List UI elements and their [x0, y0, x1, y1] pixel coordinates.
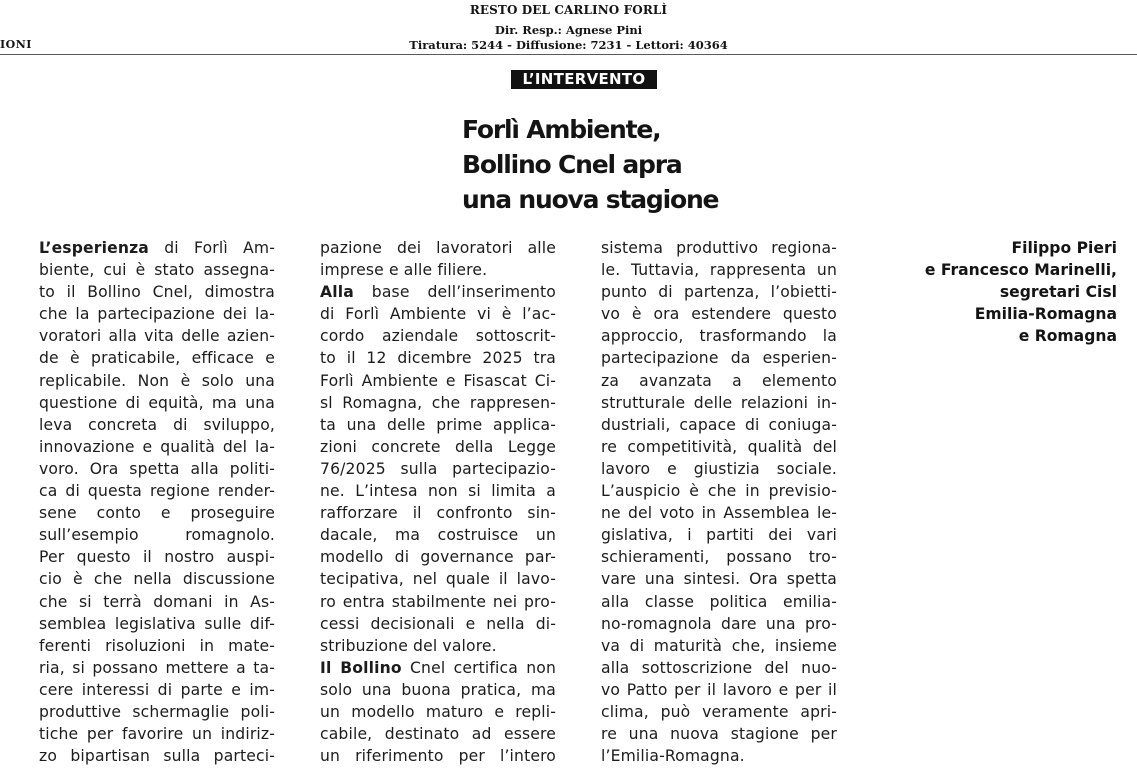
column-line: de è praticabile, efficace e	[39, 349, 275, 368]
column-line: ne del voto in Assemblea le-	[601, 504, 837, 523]
column-2-lines-b	[320, 303, 556, 657]
column-line: clima, può veramente apri-	[601, 702, 837, 721]
paragraph-text: base dell’inserimento	[353, 283, 556, 302]
paragraph-lead: Il Bollino	[320, 658, 402, 677]
column-line: ne. L’intesa non si limita a	[320, 482, 556, 501]
column-line: lavoro e giustizia sociale.	[601, 459, 837, 478]
column-line: to il 12 dicembre 2025 tra	[320, 349, 556, 368]
article-kicker: L’INTERVENTO	[511, 70, 657, 89]
column-line: alla classe politica emilia-	[601, 592, 837, 611]
column-line: sl Romagna, che rappresen-	[320, 393, 556, 412]
column-line: un riferimento per l’intero	[320, 747, 556, 766]
column-line: modello di governance par-	[320, 548, 556, 567]
column-line: alla sottoscrizione del nuo-	[601, 658, 837, 677]
column-line: punto di partenza, l’obietti-	[601, 283, 837, 302]
article-column-3	[601, 237, 837, 767]
author-line: segretari Cisl	[999, 283, 1117, 302]
column-line: Forlì Ambiente e Fisascat Ci-	[320, 371, 556, 390]
column-line: Per questo il nostro auspi-	[39, 548, 275, 567]
column-line: pazione dei lavoratori alle	[320, 239, 556, 257]
column-line: re competitività, qualità del	[601, 437, 837, 456]
paragraph-text: di Forlì Am-	[148, 239, 275, 257]
column-line: leva concreta di sviluppo,	[39, 415, 275, 434]
author-line: Filippo Pieri	[1011, 239, 1117, 257]
column-line: voro. Ora spetta alla politi-	[39, 459, 275, 478]
column-line	[320, 281, 556, 303]
headline-line: Forlì Ambiente,	[462, 115, 661, 144]
column-line: sene conto e proseguire	[39, 504, 275, 523]
article-column-1	[39, 237, 275, 767]
column-line: 76/2025 sulla partecipazio-	[320, 459, 556, 478]
column-line: ro entra stabilmente nei pro-	[320, 592, 556, 611]
column-line: cio è che nella discussione	[39, 570, 275, 589]
article-author	[857, 237, 1117, 347]
column-line: approccio, trasformando la	[601, 327, 837, 346]
column-line: le. Tuttavia, rappresenta un	[601, 261, 837, 280]
column-line: solo una buona pratica, ma	[320, 680, 556, 699]
column-line: dacale, ma costruisce un	[320, 526, 556, 545]
column-line: sull’esempio romagnolo.	[39, 526, 275, 545]
column-line: partecipazione da esperien-	[601, 349, 837, 368]
column-line: cabile, destinato ad essere	[320, 725, 556, 744]
publication-director: Dir. Resp.: Agnese Pini	[494, 23, 643, 37]
article-headline	[462, 112, 792, 217]
column-line: no-romagnola dare una pro-	[601, 614, 837, 633]
section-label-fragment: IONI	[0, 38, 32, 51]
column-line: che la partecipazione dei la-	[39, 305, 275, 324]
column-line: dustriali, capace di coniuga-	[601, 415, 837, 434]
column-3-lines	[601, 237, 837, 745]
column-line: sistema produttivo regiona-	[601, 239, 837, 257]
paragraph-text: Cnel certifica non	[401, 658, 556, 677]
column-line: zo bipartisan sulla parteci-	[39, 747, 275, 766]
masthead-divider	[0, 54, 1137, 55]
column-line: za avanzata a elemento	[601, 371, 837, 390]
column-2-lines-c	[320, 679, 556, 767]
headline-line: Bollino Cnel apra	[462, 150, 682, 179]
author-line: Emilia-Romagna	[974, 305, 1117, 324]
column-line: questione di equità, ma una	[39, 393, 275, 412]
column-line: tecipativa, nel quale il lavo-	[320, 570, 556, 589]
column-line: cessi decisionali e nella di-	[320, 614, 556, 633]
column-line: produttive schermaglie poli-	[39, 702, 275, 721]
column-line: vo è ora estendere questo	[601, 305, 837, 324]
column-line: ta una delle prime applica-	[320, 415, 556, 434]
column-line: rafforzare il confronto sin-	[320, 504, 556, 523]
column-line: tiche per favorire un indiriz-	[39, 725, 275, 744]
column-line: va di maturità che, insieme	[601, 636, 837, 655]
column-line: che si terrà domani in As-	[39, 592, 275, 611]
column-line: strutturale delle relazioni in-	[601, 393, 837, 412]
author-line: e Francesco Marinelli,	[924, 261, 1117, 280]
column-line	[320, 657, 556, 679]
column-line: imprese e alle filiere.	[320, 261, 488, 280]
column-1-lines	[39, 259, 275, 767]
column-line: stribuzione del valore.	[320, 636, 497, 655]
publication-stats: Tiratura: 5244 - Diffusione: 7231 - Lettori: 40364	[409, 38, 728, 52]
column-line: vo Patto per il lavoro e per il	[601, 680, 837, 699]
column-line: ferenti risoluzioni in mate-	[39, 636, 275, 655]
publication-name: RESTO DEL CARLINO FORLÌ	[469, 3, 668, 17]
column-line: to il Bollino Cnel, dimostra	[39, 283, 275, 302]
column-line: l’Emilia-Romagna.	[601, 747, 745, 766]
column-line: di Forlì Ambiente vi è l’ac-	[320, 305, 556, 324]
column-line: semblea legislativa sulle dif-	[39, 614, 275, 633]
column-line: cere interessi di parte e im-	[39, 680, 275, 699]
author-line: e Romagna	[1018, 327, 1117, 346]
column-line: cordo aziendale sottoscrit-	[320, 327, 556, 346]
column-2-lines-a	[320, 237, 556, 281]
column-line: innovazione e qualità del la-	[39, 437, 275, 456]
column-line	[39, 237, 275, 259]
paragraph-lead: L’esperienza	[39, 239, 149, 257]
column-line: gislativa, i partiti dei vari	[601, 526, 837, 545]
column-line: schieramenti, possano tro-	[601, 548, 837, 567]
column-line: zioni concrete della Legge	[320, 437, 556, 456]
headline-line: una nuova stagione	[462, 185, 719, 214]
column-line: voratori alla vita delle azien-	[39, 327, 275, 346]
column-line: ria, si possano mettere a ta-	[39, 658, 275, 677]
column-line: re una nuova stagione per	[601, 725, 837, 744]
column-line: replicabile. Non è solo una	[39, 371, 275, 390]
masthead	[0, 0, 1137, 56]
column-line: un modello maturo e repli-	[320, 702, 556, 721]
column-line: biente, cui è stato assegna-	[39, 261, 275, 280]
article-column-2	[320, 237, 556, 767]
column-line: vare una sintesi. Ora spetta	[601, 570, 837, 589]
column-line: L’auspicio è che in previsio-	[601, 482, 837, 501]
paragraph-lead: Alla	[320, 283, 354, 302]
column-line: ca di questa regione render-	[39, 482, 275, 501]
